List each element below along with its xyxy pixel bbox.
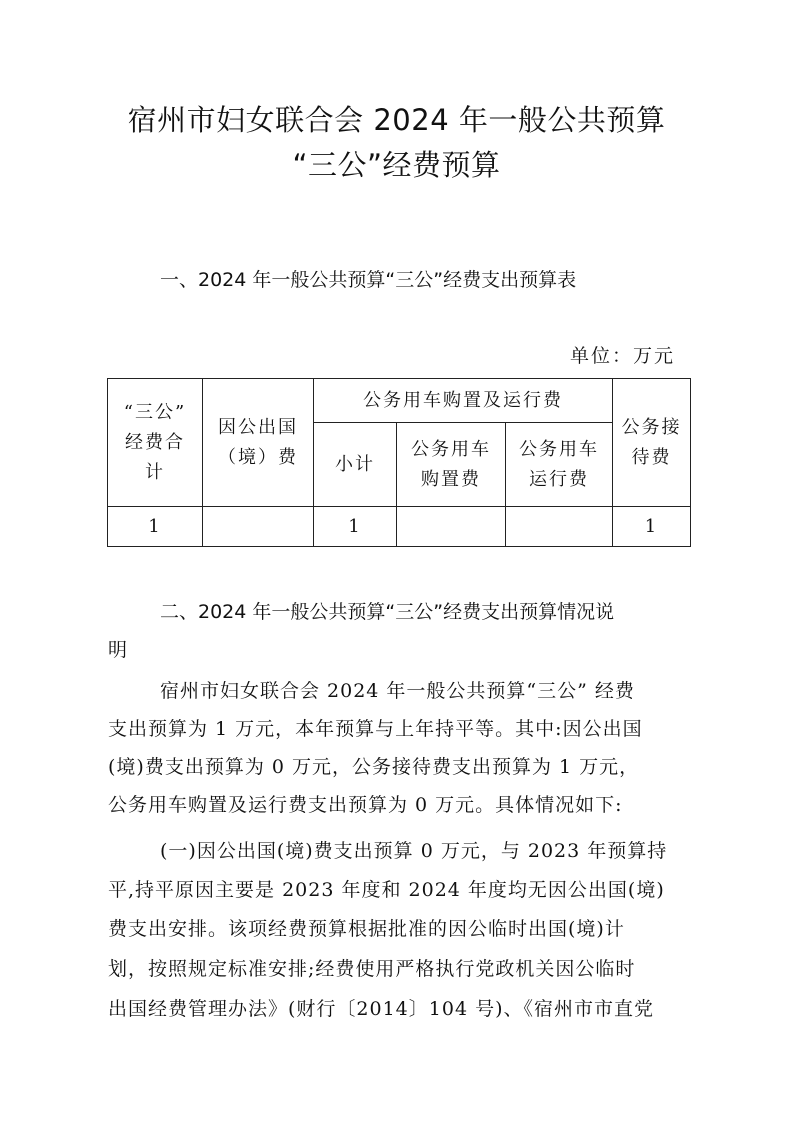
cell-total: 1 — [108, 507, 203, 547]
table-row — [108, 507, 691, 547]
cell-reception: 1 — [613, 507, 691, 547]
header-vehicle-operation — [506, 423, 613, 507]
header-operation-line-2: 运行费 — [529, 468, 589, 490]
header-reception — [613, 379, 691, 507]
body-line-5: (一)因公出国(境)费支出预算 0 万元，与 2023 年预算持 — [160, 840, 668, 862]
body-line-9: 出国经费管理办法》(财行〔2014〕104 号)、《宿州市市直党 — [108, 998, 654, 1020]
header-vehicle-purchase — [397, 423, 506, 507]
section-1-heading: 一、2024 年一般公共预算“三公”经费支出预算表 — [160, 269, 577, 291]
header-reception-line-2: 待费 — [631, 446, 672, 468]
body-line-7: 费支出安排。该项经费预算根据批准的因公临时出国(境)计 — [108, 918, 625, 940]
document-title-line-1: 宿州市妇女联合会 2024 年一般公共预算 — [127, 103, 666, 137]
header-operation-line-1: 公务用车 — [519, 438, 599, 460]
cell-subtotal: 1 — [314, 507, 397, 547]
unit-label: 单位：万元 — [569, 345, 675, 367]
table-header-row-1 — [108, 379, 691, 423]
body-line-1: 宿州市妇女联合会 2024 年一般公共预算“三公” 经费 — [160, 680, 635, 702]
body-line-4: 公务用车购置及运行费支出预算为 0 万元。具体情况如下: — [108, 794, 623, 816]
header-reception-line-1: 公务接 — [621, 416, 682, 438]
body-line-6: 平,持平原因主要是 2023 年度和 2024 年度均无因公出国(境) — [108, 879, 665, 901]
section-2-heading-line-1: 二、2024 年一般公共预算“三公”经费支出预算情况说 — [160, 601, 615, 623]
header-purchase-line-2: 购置费 — [421, 468, 481, 490]
cell-vehicle-operation — [506, 507, 613, 547]
header-vehicle-group: 公务用车购置及运行费 — [314, 379, 613, 423]
header-purchase-line-1: 公务用车 — [411, 438, 491, 460]
header-total-line-3: 计 — [145, 461, 165, 483]
section-2-heading-line-2: 明 — [108, 639, 128, 661]
document-title-line-2: “三公”经费预算 — [292, 148, 501, 182]
header-abroad-line-2: （境）费 — [218, 446, 298, 468]
header-abroad-line-1: 因公出国 — [218, 416, 298, 438]
body-line-3: (境)费支出预算为 0 万元，公务接待费支出预算为 1 万元， — [108, 756, 640, 778]
header-total — [108, 379, 203, 507]
header-subtotal: 小计 — [314, 423, 397, 507]
cell-vehicle-purchase — [397, 507, 506, 547]
budget-table — [107, 378, 691, 547]
header-total-line-1: “三公” — [123, 401, 187, 423]
cell-abroad — [203, 507, 314, 547]
header-total-line-2: 经费合 — [125, 431, 185, 453]
body-line-2: 支出预算为 1 万元，本年预算与上年持平等。其中:因公出国 — [108, 718, 643, 740]
body-line-8: 划，按照规定标准安排;经费使用严格执行党政机关因公临时 — [108, 958, 636, 980]
header-abroad — [203, 379, 314, 507]
